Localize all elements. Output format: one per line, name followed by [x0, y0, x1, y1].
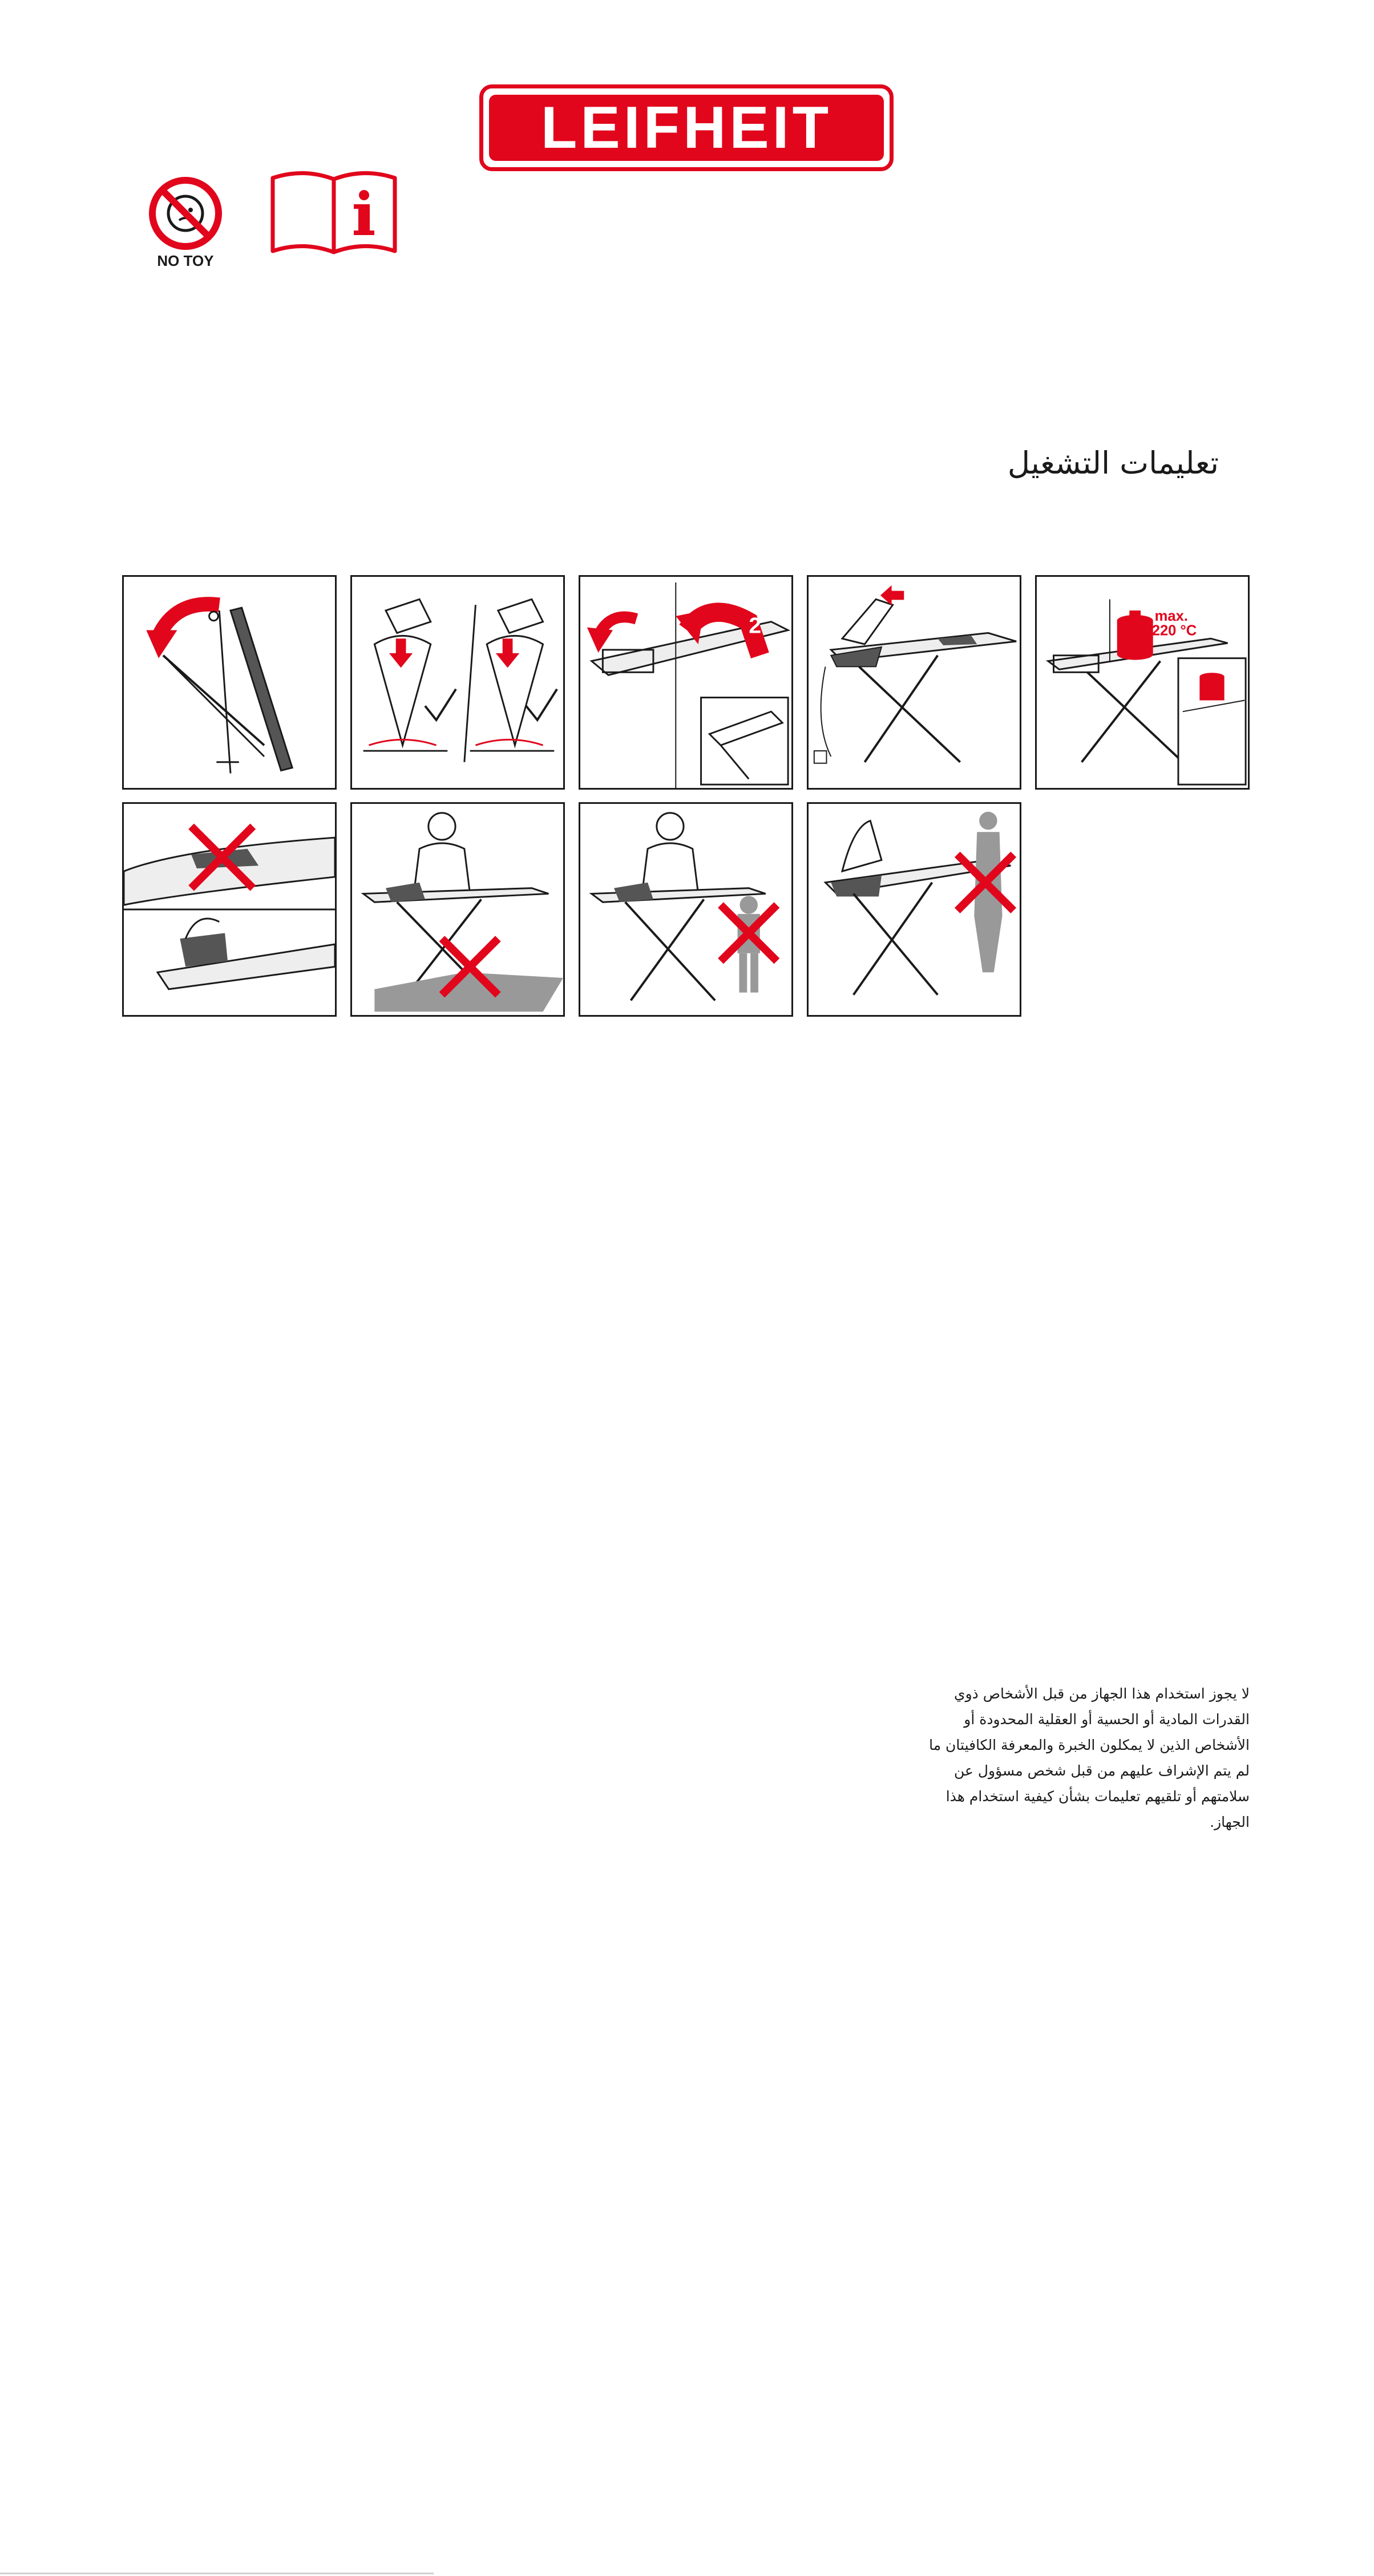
svg-text:220 °C: 220 °C — [1151, 622, 1197, 639]
rotate-arrow-icon — [146, 630, 177, 658]
read-manual-icon — [269, 167, 398, 256]
no-toy-icon — [143, 176, 228, 273]
page-title: تعليمات التشغيل — [1007, 445, 1219, 481]
fig-no-unattended — [807, 802, 1021, 1017]
fig-no-child — [579, 802, 793, 1017]
fig-fold-open — [122, 575, 337, 790]
brand-logo-text: LEIFHEIT — [489, 95, 884, 161]
safety-notice: لا يجوز استخدام هذا الجهاز من قبل الأشخاص ذوي القدرات المادية أو الحسية أو العقلية المحدودة أو الأشخاص الذين لا يمكلون الخبرة والمعرفة الكافيتان ما لم يتم الإشراف عليهم من قبل شخص مسؤول عن سلامتهم أو تلقيهم تعليمات بشأن كيفية استخدام هذا الجهاز. — [929, 1685, 1250, 1830]
svg-text:2: 2 — [749, 613, 762, 638]
fig-no-iron-rest-misuse — [122, 802, 337, 1017]
fig-no-uneven-floor — [350, 802, 565, 1017]
fig-iron-rest-fold — [579, 575, 793, 790]
fig-max-load — [1035, 575, 1250, 790]
fig-foot-level — [350, 575, 565, 790]
page-divider — [0, 2573, 434, 2574]
fig-place-iron — [807, 575, 1021, 790]
svg-text:NO TOY: NO TOY — [157, 252, 214, 269]
brand-logo — [479, 84, 894, 171]
svg-text:max.: max. — [1154, 608, 1188, 624]
check-icon — [425, 689, 456, 720]
